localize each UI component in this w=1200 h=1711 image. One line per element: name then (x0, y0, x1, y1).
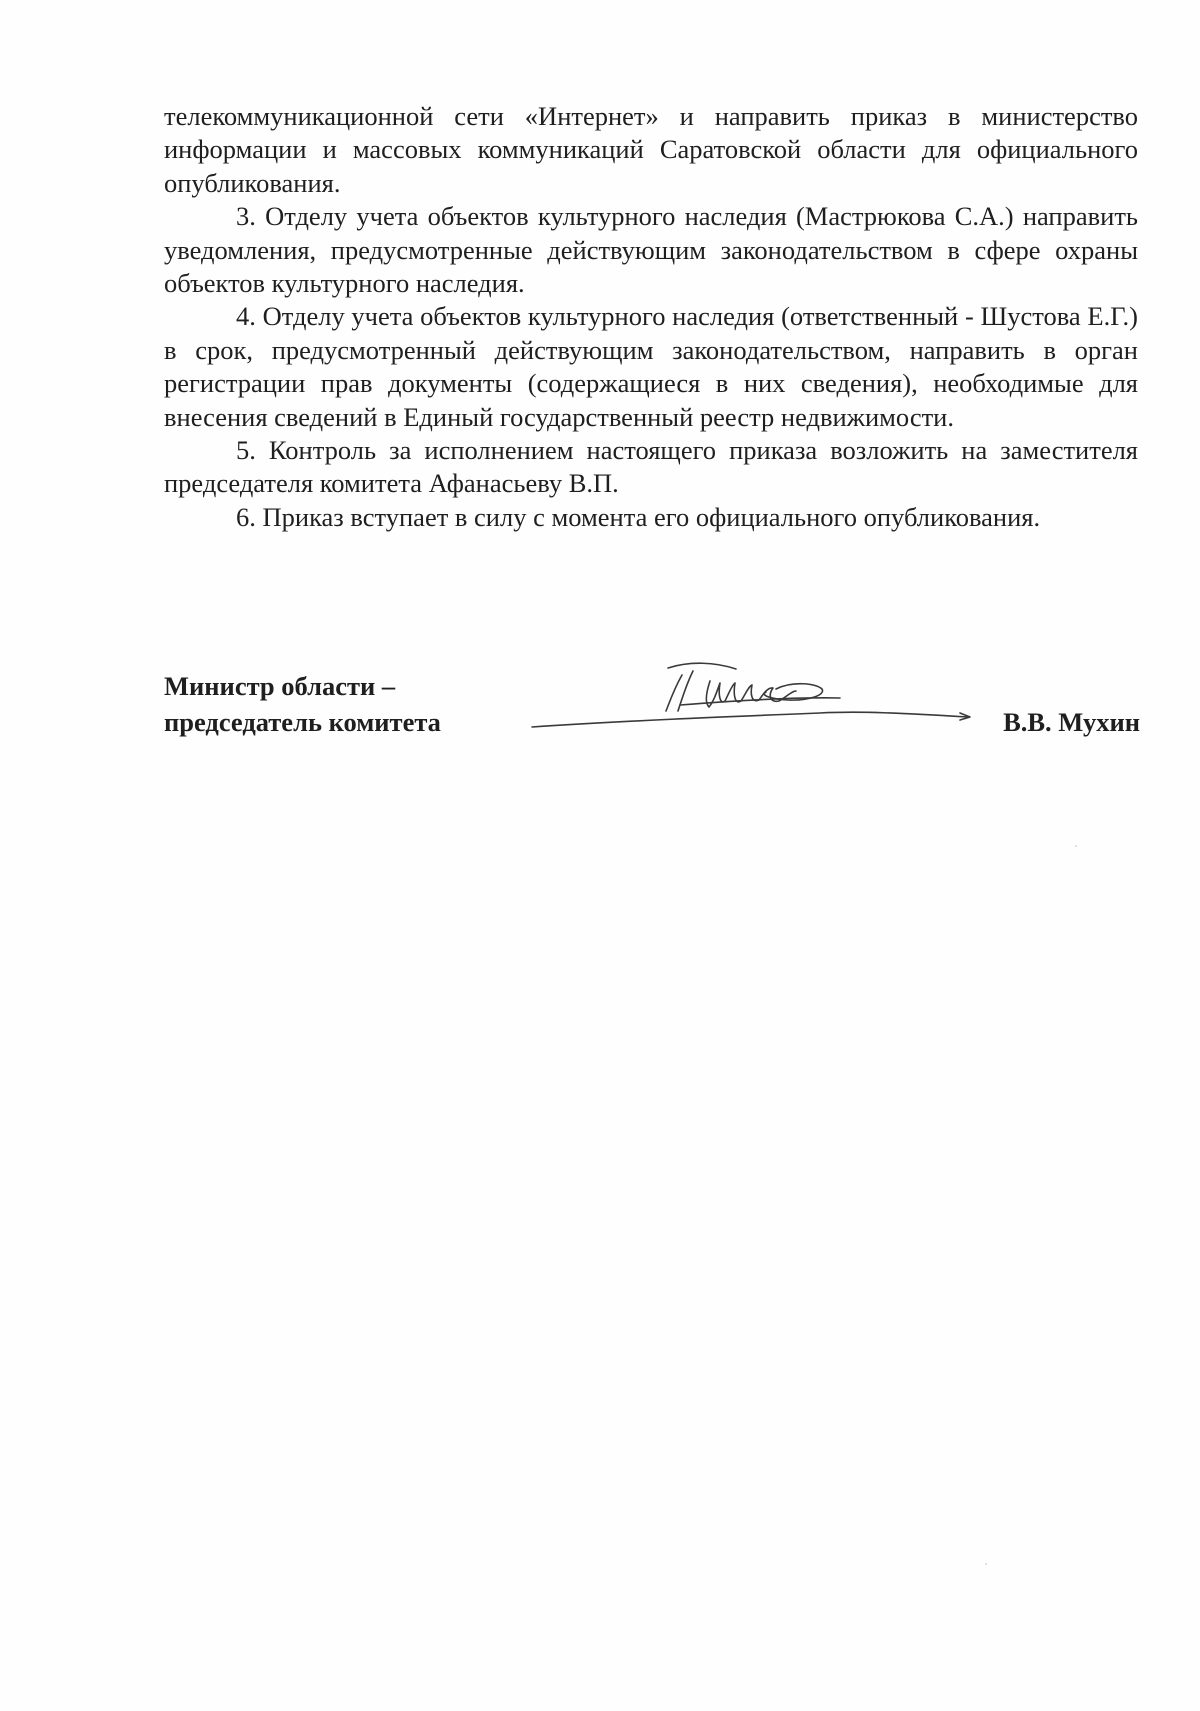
handwritten-signature (530, 655, 980, 735)
signatory-title (164, 668, 441, 740)
scan-speck (1075, 845, 1077, 847)
signatory-name: В.В. Мухин (1003, 707, 1140, 737)
paragraph-item-3: 3. Отделу учета объектов культурного наследия (Мастрюкова С.А.) направить уведомления, предусмотренные действующим законодательством в сфере охраны объектов культурного наследия. (164, 201, 1138, 299)
paragraph-item-6: 6. Приказ вступает в силу с момента его официального опубликования. (236, 501, 1041, 532)
scan-speck (985, 1563, 987, 1565)
paragraph-continuation: телекоммуникационной сети «Интернет» и направить приказ в министерство информации и массовых коммуникаций Саратовской области для официального опубликования. (164, 101, 1138, 198)
paragraph-item-4: 4. Отделу учета объектов культурного наследия (ответственный - Шустова Е.Г.) в срок, предусмотренный действующим законодательством, направить в орган регистрации прав документы (содержащиеся в них сведения), необходимые для внесения сведений в Единый государственный реестр недвижимости. (164, 301, 1138, 432)
paragraph-item-5: 5. Контроль за исполнением настоящего приказа возложить на заместителя председателя комитета Афанасьеву В.П. (164, 435, 1138, 499)
document-body (164, 100, 1138, 534)
signatory-title-line-1: Министр области – (164, 671, 396, 701)
signatory-title-line-2: председатель комитета (164, 707, 441, 737)
